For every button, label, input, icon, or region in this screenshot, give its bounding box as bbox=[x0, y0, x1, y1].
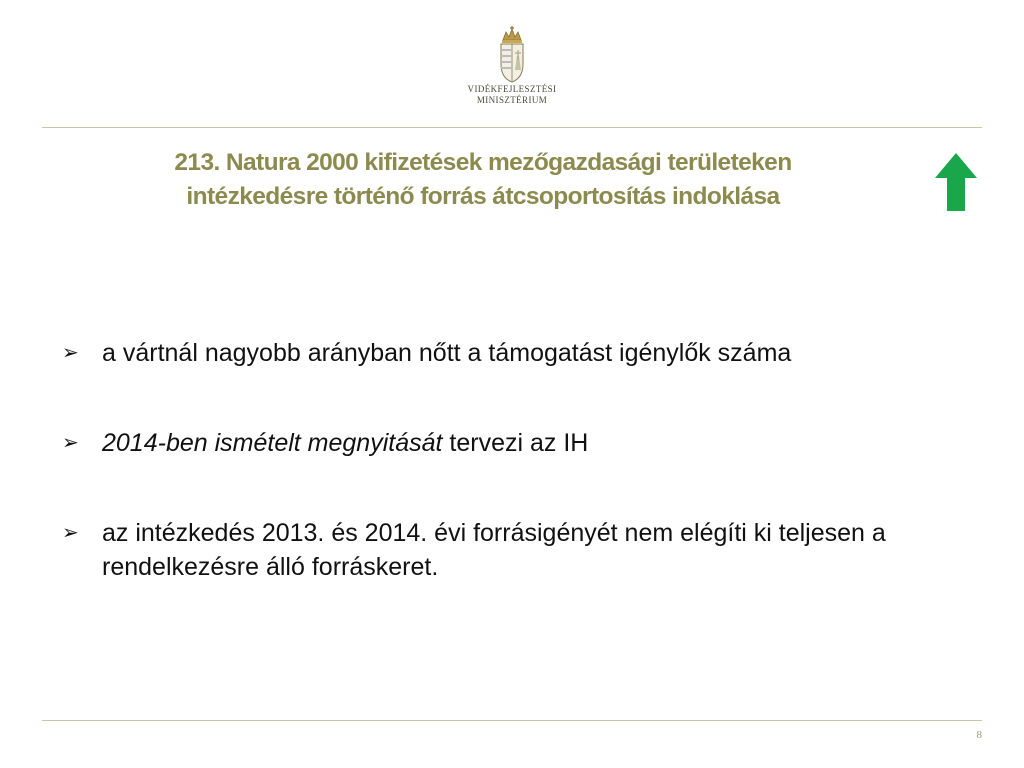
bullet-list bbox=[62, 336, 962, 640]
bullet-marker: ➢ bbox=[62, 522, 79, 544]
page-number: 8 bbox=[976, 729, 982, 741]
bullet-marker: ➢ bbox=[62, 342, 79, 364]
bullet-item bbox=[62, 516, 962, 584]
footer-divider bbox=[42, 720, 982, 721]
bullet-text bbox=[102, 426, 962, 460]
coat-of-arms-icon bbox=[497, 26, 527, 84]
bullet-text-italic: 2014-ben ismételt megnyitását bbox=[102, 429, 443, 457]
slide-title-line2: intézkedésre történő forrás átcsoportosítás indoklása bbox=[186, 183, 780, 210]
up-arrow-icon bbox=[932, 151, 980, 213]
bullet-text: a vártnál nagyobb arányban nőtt a támogatást igénylők száma bbox=[102, 339, 792, 367]
ministry-name-line2: MINISZTÉRIUM bbox=[476, 95, 548, 105]
bullet-item bbox=[62, 336, 962, 370]
bullet-text: az intézkedés 2013. és 2014. évi forrásigényét nem elégíti ki teljesen a rendelkezésre álló forráskeret. bbox=[102, 519, 886, 581]
slide-title bbox=[60, 146, 906, 214]
bullet-marker: ➢ bbox=[62, 432, 79, 454]
ministry-logo bbox=[452, 26, 572, 116]
bullet-item bbox=[62, 426, 962, 460]
ministry-name-line1: VIDÉKFEJLESZTÉSI bbox=[467, 84, 557, 94]
slide-title-line1: 213. Natura 2000 kifizetések mezőgazdasági területeken bbox=[174, 149, 792, 176]
header-divider bbox=[42, 127, 982, 128]
bullet-text-rest: tervezi az IH bbox=[442, 429, 589, 457]
